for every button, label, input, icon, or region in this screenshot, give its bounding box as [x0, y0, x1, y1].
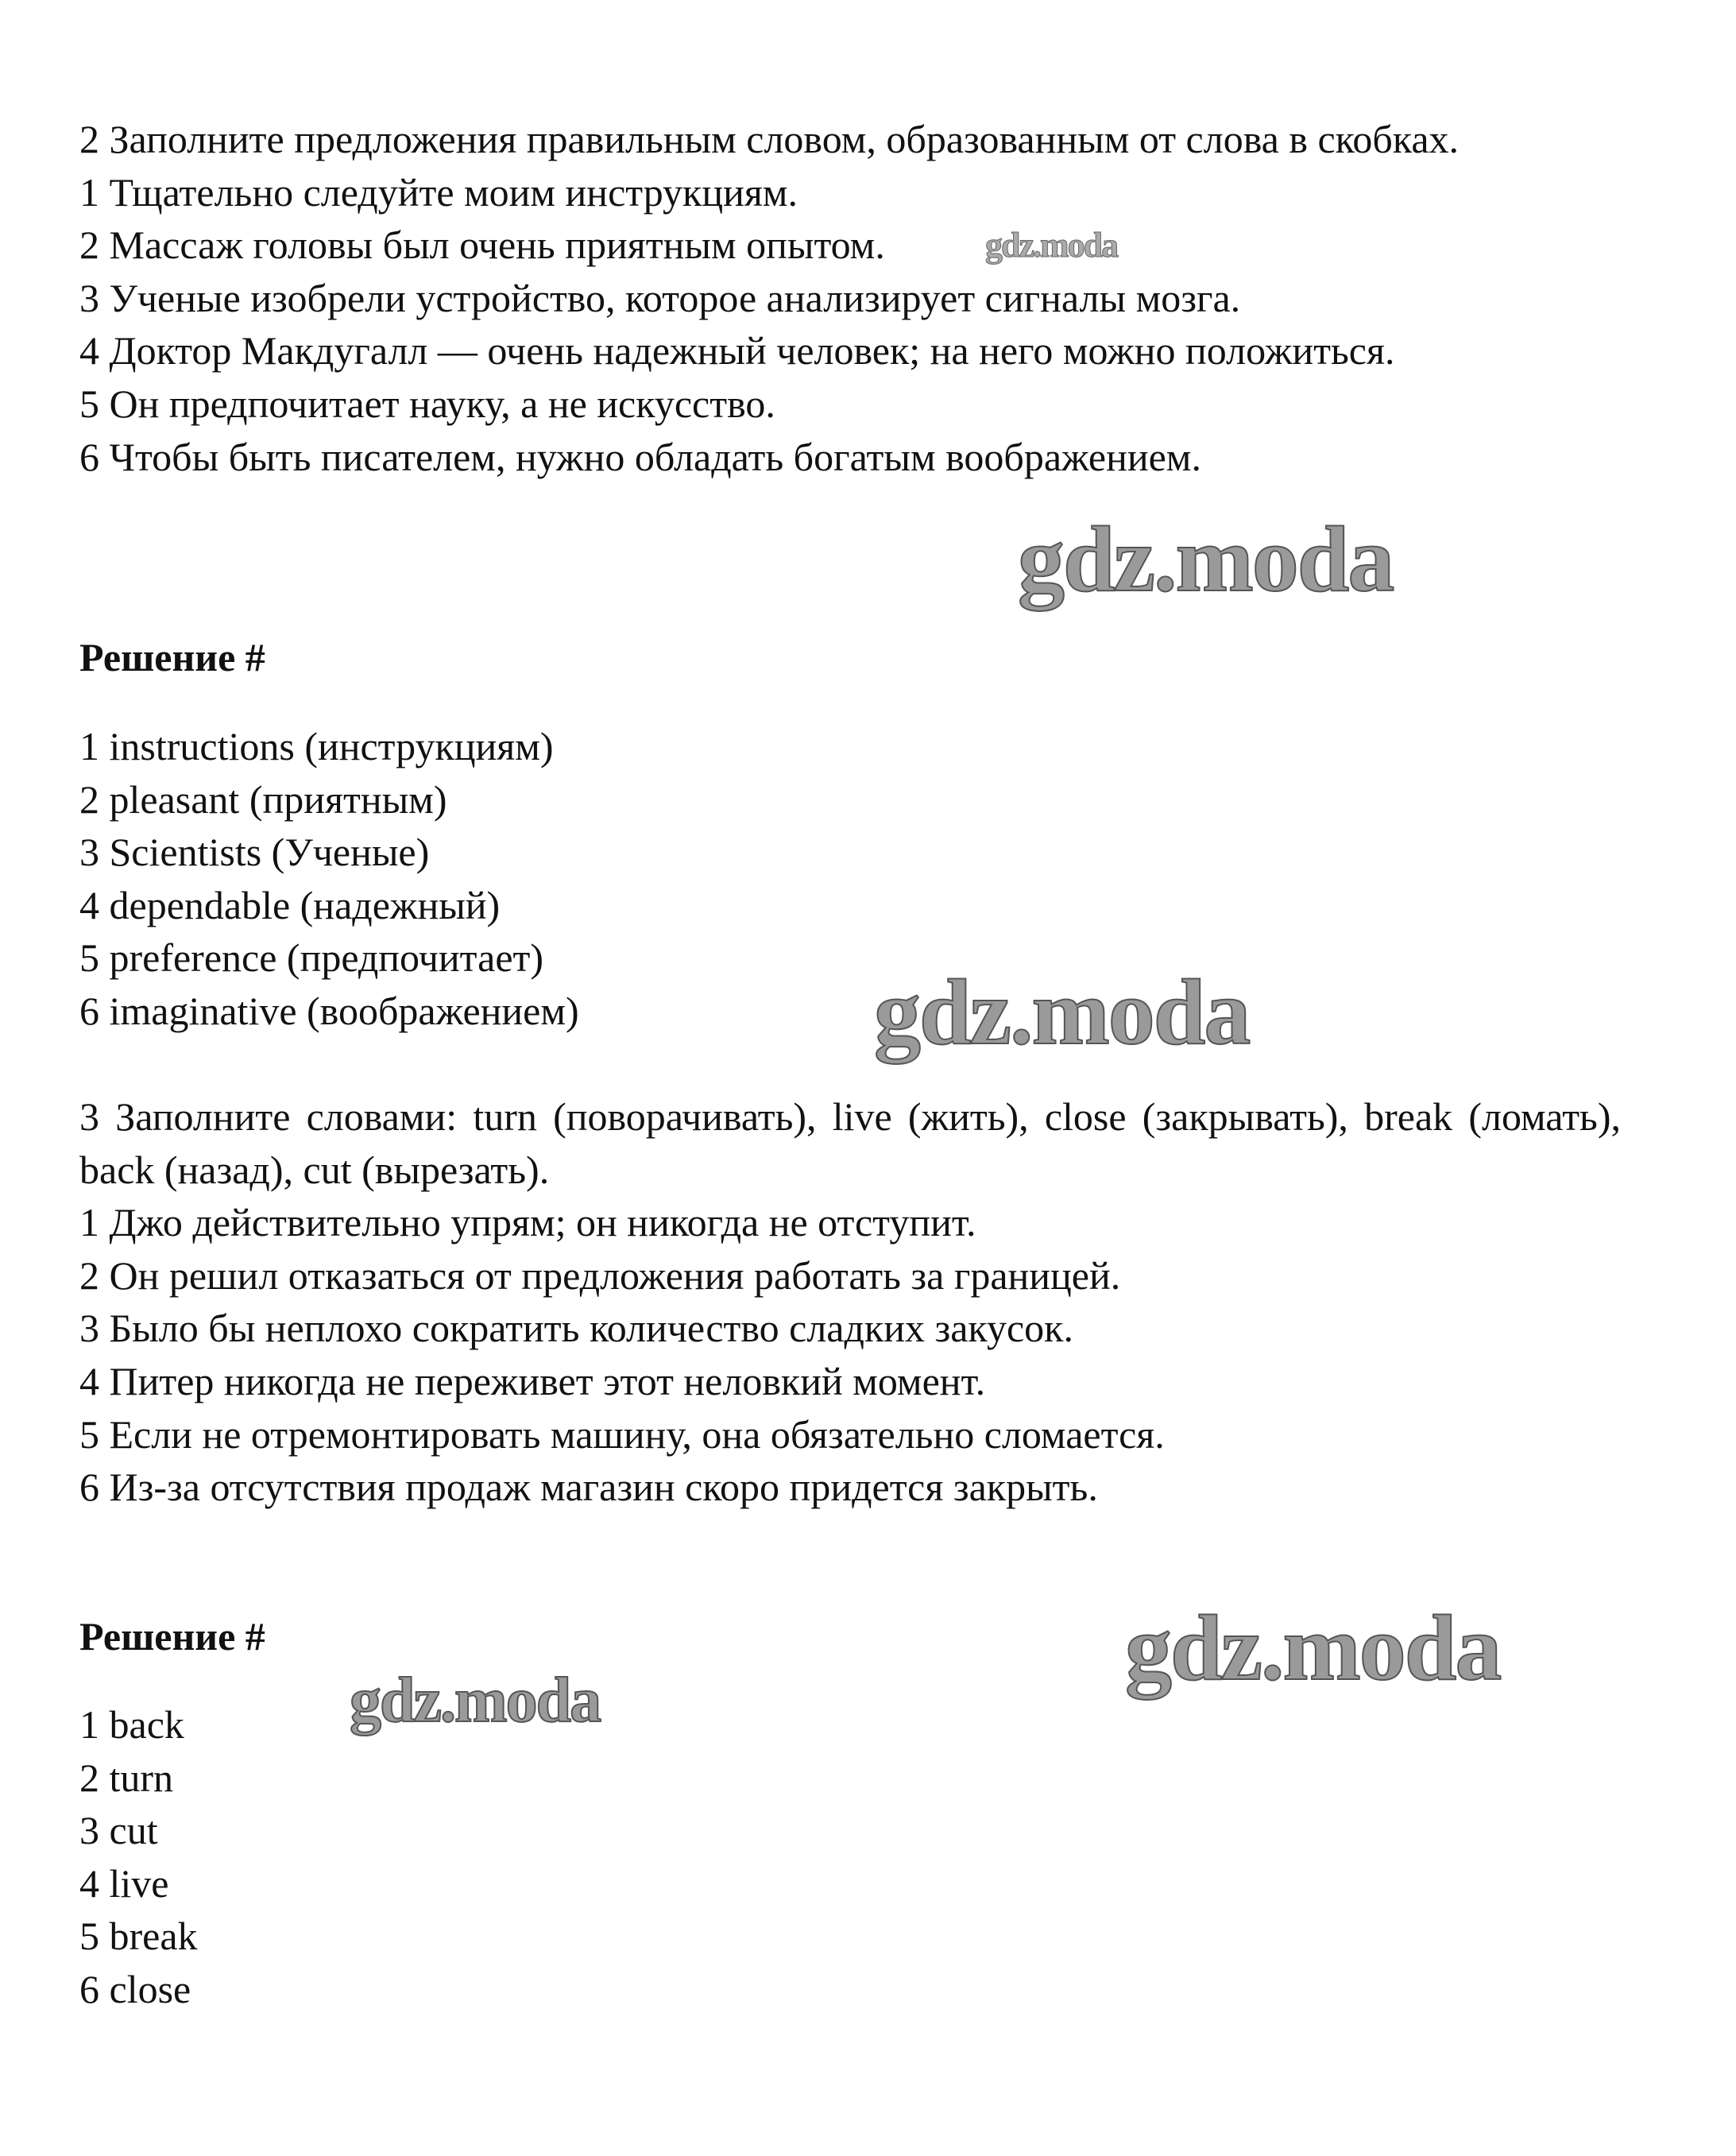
- answer-item: 3 Scientists (Ученые): [79, 830, 430, 875]
- answer-item: 4 dependable (надежный): [79, 882, 501, 927]
- task2-item: 1 Тщательно следуйте моим инструкциям.: [79, 169, 798, 215]
- answer-item: 6 close: [79, 1966, 191, 2011]
- task3-item: 5 Если не отремонтировать машину, она обязательно сломается.: [79, 1411, 1165, 1457]
- watermark: gdz.moda: [1018, 507, 1394, 611]
- watermark: gdz.moda: [350, 1666, 601, 1736]
- answer-item: 4 live: [79, 1860, 169, 1906]
- task3-block: [79, 1090, 1621, 1514]
- task3-item: 6 Из-за отсутствия продаж магазин скоро придется закрыть.: [79, 1465, 1098, 1510]
- watermark: gdz.moda: [1125, 1596, 1501, 1700]
- task3-solution-heading: Решение #: [79, 1614, 265, 1659]
- task2-item: 3 Ученые изобрели устройство, которое анализирует сигналы мозга.: [79, 275, 1241, 320]
- answer-item: 3 cut: [79, 1808, 158, 1853]
- task3-item: 4 Питер никогда не переживет этот неловкий момент.: [79, 1358, 986, 1403]
- answer-item: 6 imaginative (воображением): [79, 988, 579, 1033]
- task2-answers: [79, 720, 1621, 1038]
- task2-item: 4 Доктор Макдугалл — очень надежный человек; на него можно положиться.: [79, 328, 1395, 374]
- task2-item: 5 Он предпочитает науку, а не искусство.: [79, 381, 775, 426]
- answer-item: 2 turn: [79, 1755, 174, 1800]
- answer-item: 1 back: [79, 1702, 184, 1747]
- task2-item: 6 Чтобы быть писателем, нужно обладать богатым воображением.: [79, 434, 1201, 479]
- answer-item: 2 pleasant (приятным): [79, 776, 447, 822]
- answer-item: 5 preference (предпочитает): [79, 935, 544, 981]
- task2-item: 2 Массаж головы был очень приятным опытом.: [79, 223, 885, 268]
- task3-item: 2 Он решил отказаться от предложения работать за границей.: [79, 1252, 1121, 1298]
- answer-item: 1 instructions (инструкциям): [79, 724, 554, 768]
- task2-block: [79, 113, 1621, 483]
- answer-item: 5 break: [79, 1914, 198, 1959]
- task3-instruction: 3 Заполните словами: turn (поворачивать), live (жить), close (закрывать), break (ломать), back (назад), cut (вырезать).: [79, 1094, 1621, 1192]
- task2-instruction: 2 Заполните предложения правильным словом, образованным от слова в скобках.: [79, 117, 1460, 161]
- task2-solution-heading: Решение #: [79, 635, 265, 679]
- task3-item: 1 Джо действительно упрям; он никогда не отступит.: [79, 1200, 976, 1245]
- task3-item: 3 Было бы неплохо сократить количество сладких закусок.: [79, 1306, 1073, 1351]
- watermark: gdz.moda: [874, 960, 1250, 1064]
- task3-answers: [79, 1698, 1621, 2016]
- watermark: gdz.moda: [985, 226, 1118, 265]
